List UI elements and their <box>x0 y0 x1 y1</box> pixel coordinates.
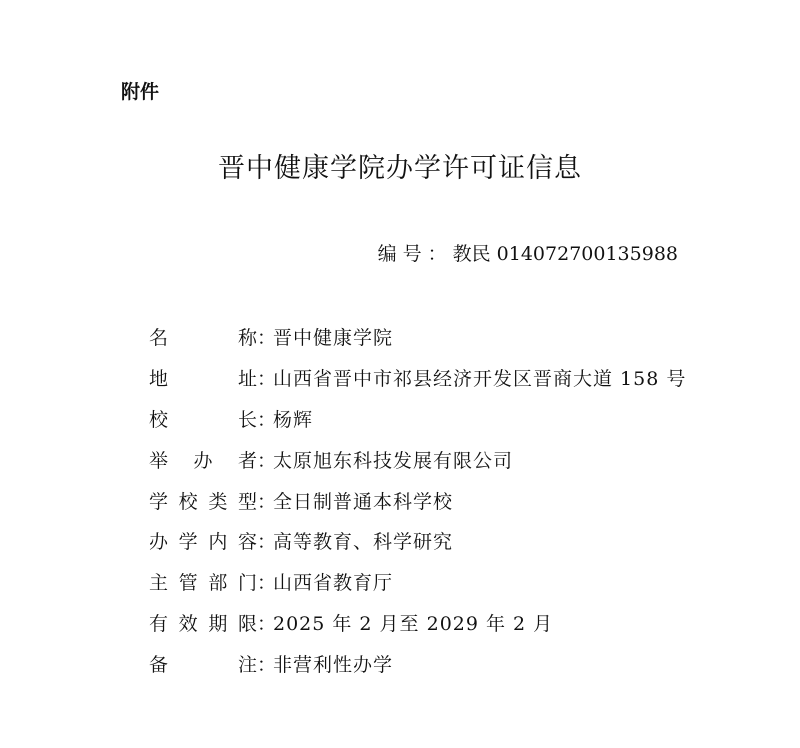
label-char: 期 <box>208 612 228 635</box>
field-row-remarks <box>149 644 749 685</box>
field-label-president <box>149 406 257 434</box>
field-row-name <box>149 318 749 359</box>
label-char: 容 <box>237 531 257 554</box>
label-char: 办 <box>193 449 213 472</box>
label-char: 学 <box>178 531 198 554</box>
license-number-label: 编号： <box>377 243 453 265</box>
field-value-address: 山西省晋中市祁县经济开发区晋商大道 158 号 <box>273 368 687 391</box>
label-char: 限 <box>237 612 257 635</box>
field-label-validity <box>149 610 257 638</box>
label-char: 门 <box>237 572 257 595</box>
label-char: 校 <box>149 408 169 431</box>
label-char: 效 <box>178 612 198 635</box>
field-value-authority: 山西省教育厅 <box>273 572 394 595</box>
label-char: 举 <box>149 449 169 472</box>
label-char: 类 <box>208 490 228 513</box>
field-row-sponsor <box>149 440 749 481</box>
field-label-address <box>149 365 257 393</box>
field-value-validity: 2025 年 2 月至 2029 年 2 月 <box>273 612 554 635</box>
field-colon: ： <box>257 490 277 513</box>
label-char: 主 <box>149 572 169 595</box>
label-char: 注 <box>237 653 257 676</box>
label-char: 校 <box>178 490 198 513</box>
field-label-authority <box>149 569 257 597</box>
label-char: 型 <box>237 490 257 513</box>
field-value-school-type: 全日制普通本科学校 <box>273 490 454 513</box>
field-label-scope <box>149 528 257 556</box>
field-value-president: 杨辉 <box>273 408 314 431</box>
label-char: 名 <box>149 327 169 350</box>
label-char: 部 <box>208 572 228 595</box>
field-row-authority <box>149 563 749 604</box>
field-value-sponsor: 太原旭东科技发展有限公司 <box>273 449 514 472</box>
label-char: 备 <box>149 653 169 676</box>
field-colon: ： <box>257 327 277 350</box>
field-colon: ： <box>257 408 277 431</box>
field-value-scope: 高等教育、科学研究 <box>273 531 454 554</box>
label-char: 学 <box>149 490 169 513</box>
field-row-school-type <box>149 481 749 522</box>
field-label-sponsor <box>149 447 257 475</box>
field-row-address <box>149 359 749 400</box>
field-value-name: 晋中健康学院 <box>273 327 394 350</box>
field-colon: ： <box>257 653 277 676</box>
document-title: 晋中健康学院办学许可证信息 <box>218 153 582 184</box>
field-label-remarks <box>149 651 257 679</box>
attachment-label: 附件 <box>121 81 160 103</box>
field-colon: ： <box>257 572 277 595</box>
license-number <box>378 240 678 268</box>
field-row-president <box>149 400 749 441</box>
label-char: 管 <box>178 572 198 595</box>
label-char: 址 <box>237 368 257 391</box>
label-char: 有 <box>149 612 169 635</box>
label-char: 称 <box>237 327 257 350</box>
license-number-value: 教民 014072700135988 <box>452 243 678 265</box>
field-colon: ： <box>257 612 277 635</box>
field-label-name <box>149 324 257 352</box>
field-row-validity <box>149 604 749 645</box>
field-row-scope <box>149 522 749 563</box>
label-char: 长 <box>237 408 257 431</box>
label-char: 者 <box>237 449 257 472</box>
field-colon: ： <box>257 531 277 554</box>
field-colon: ： <box>257 368 277 391</box>
label-char: 地 <box>149 368 169 391</box>
field-label-school-type <box>149 488 257 516</box>
label-char: 办 <box>149 531 169 554</box>
label-char: 内 <box>208 531 228 554</box>
license-info-list <box>149 318 749 685</box>
field-value-remarks: 非营利性办学 <box>273 653 394 676</box>
field-colon: ： <box>257 449 277 472</box>
